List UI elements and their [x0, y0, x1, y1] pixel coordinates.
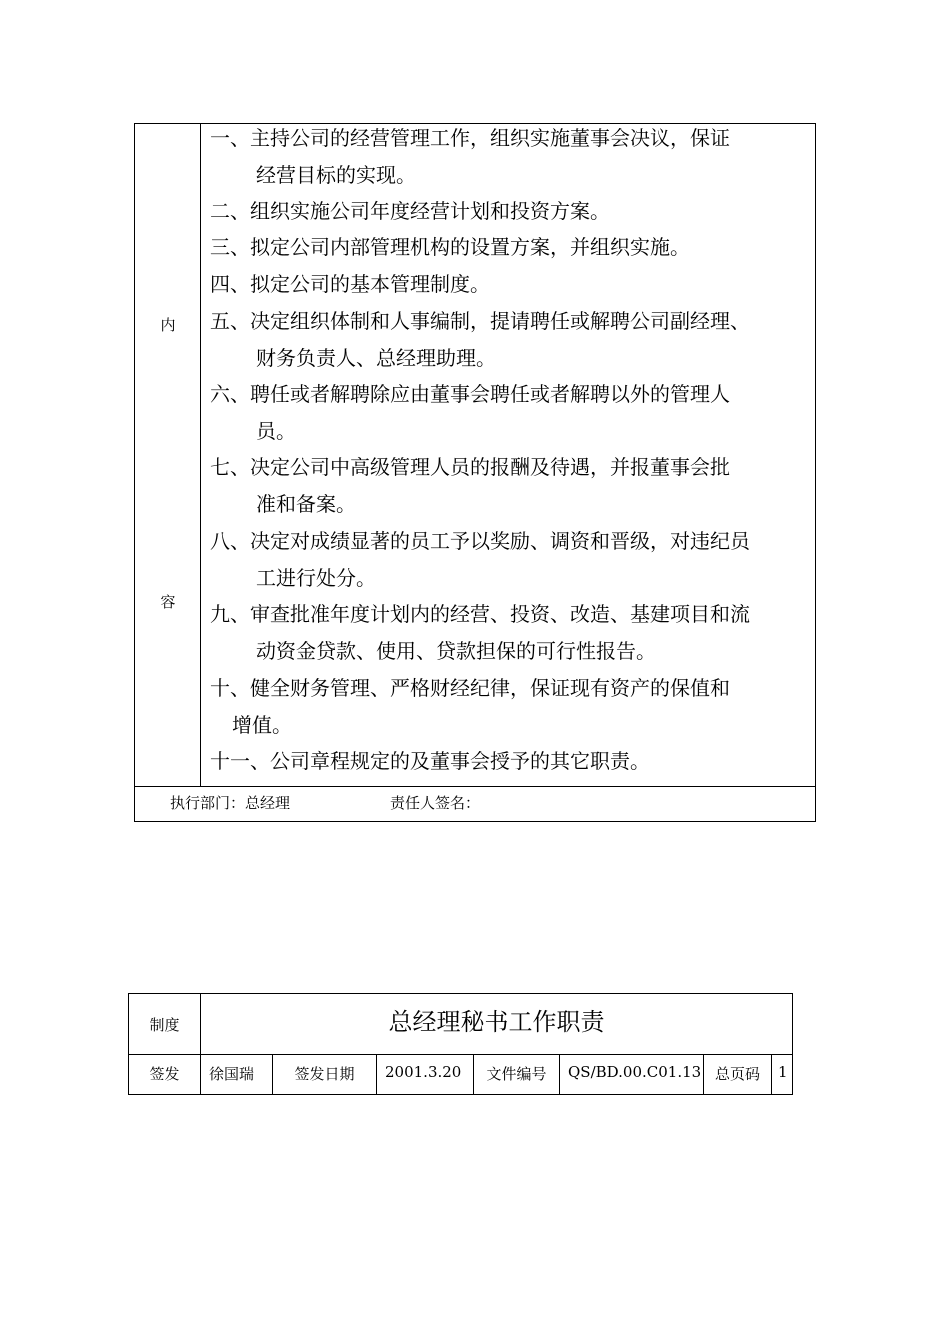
responsible-signature: 责任人签名： — [390, 794, 481, 812]
system-label: 制度 — [129, 994, 201, 1055]
duty-table — [134, 123, 816, 822]
file-number-label: 文件编号 — [474, 1055, 560, 1095]
duty-footer-row — [135, 786, 815, 821]
duty-item-9: 九、审查批准年度计划内的经营、投资、改造、基建项目和流 动资金贷款、使用、贷款担保的可行性报告。 — [210, 602, 750, 663]
duty-item-11: 十一、公司章程规定的及董事会授予的其它职责。 — [210, 749, 650, 773]
duty-item-2: 二、组织实施公司年度经营计划和投资方案。 — [210, 199, 610, 223]
duty-item-8: 八、决定对成绩显著的员工予以奖励、调资和晋级，对违纪员 工进行处分。 — [210, 529, 750, 590]
title-row — [129, 994, 793, 1055]
issuer-name: 徐国瑞 — [201, 1055, 273, 1095]
total-pages-label: 总页码 — [704, 1055, 772, 1095]
file-number: QS/BD.00.C01.13 — [560, 1055, 704, 1095]
issue-date-label: 签发日期 — [273, 1055, 377, 1095]
label-char-nei: 内 — [160, 316, 176, 334]
document-title: 总经理秘书工作职责 — [201, 994, 793, 1055]
label-char-rong: 容 — [160, 593, 176, 611]
duty-item-1: 一、主持公司的经营管理工作，组织实施董事会决议，保证 经营目标的实现。 — [210, 126, 730, 187]
duty-item-10: 十、健全财务管理、严格财经纪律，保证现有资产的保值和 增值。 — [210, 676, 730, 737]
duty-item-5: 五、决定组织体制和人事编制，提请聘任或解聘公司副经理、 财务负责人、总经理助理。 — [210, 309, 750, 370]
duty-item-6: 六、聘任或者解聘除应由董事会聘任或者解聘以外的管理人 员。 — [210, 382, 730, 443]
document-header-table — [128, 993, 793, 1095]
issue-date: 2001.3.20 — [377, 1055, 474, 1095]
duty-item-3: 三、拟定公司内部管理机构的设置方案，并组织实施。 — [210, 235, 690, 259]
issue-row — [129, 1055, 793, 1095]
duty-item-4: 四、拟定公司的基本管理制度。 — [210, 272, 490, 296]
duty-list — [201, 124, 815, 786]
executing-department: 执行部门：总经理 — [170, 794, 291, 812]
issue-label: 签发 — [129, 1055, 201, 1095]
content-label-column — [135, 124, 201, 786]
total-pages: 1 — [772, 1055, 793, 1095]
duty-item-7: 七、决定公司中高级管理人员的报酬及待遇，并报董事会批 准和备案。 — [210, 455, 730, 516]
